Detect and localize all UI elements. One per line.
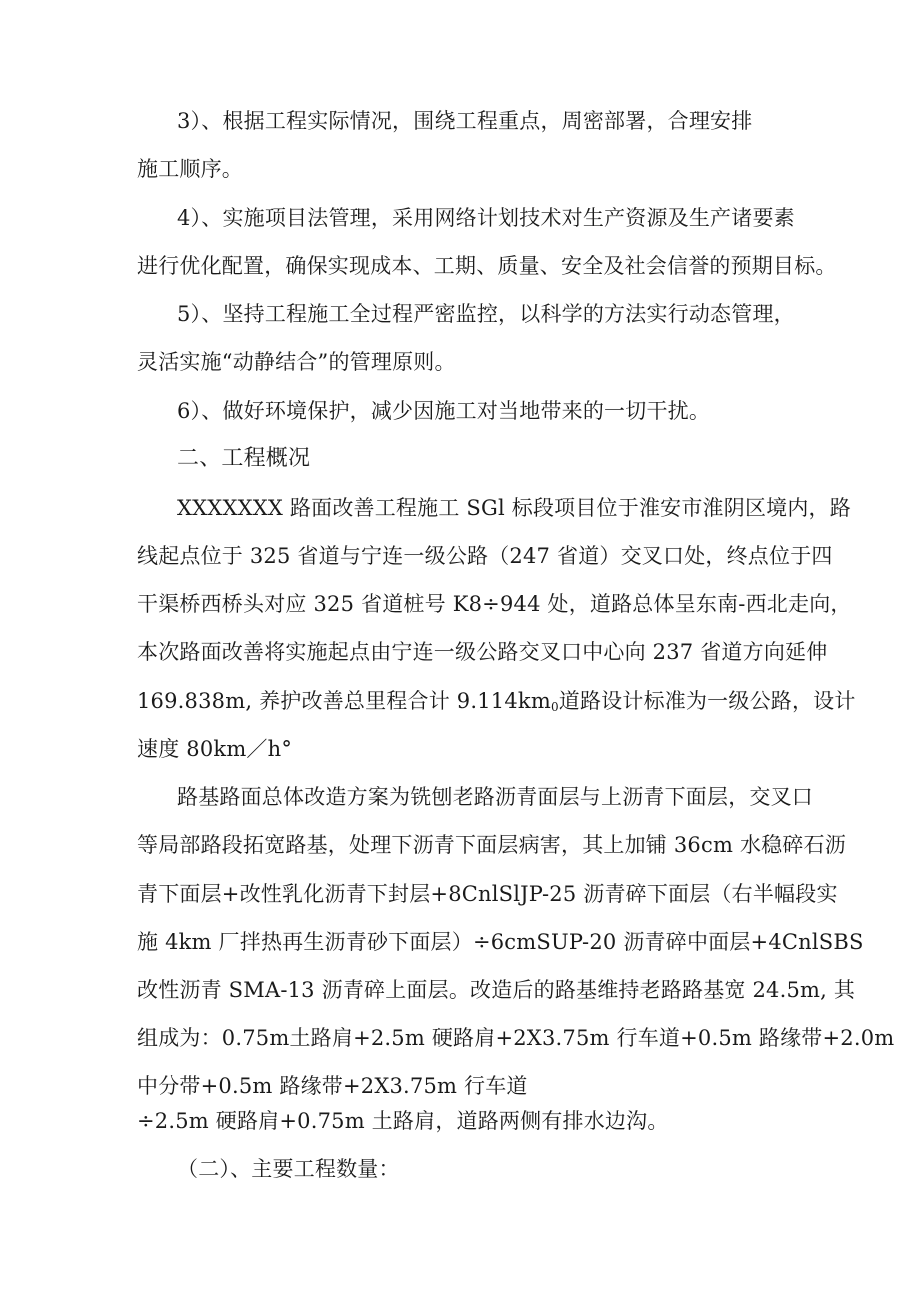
scheme-line-7: 中分带+0.5m 路缘带+2X3.75m 行车道 xyxy=(137,1074,528,1098)
scheme-line-3: 青下面层+改性乳化沥青下封层+8CnlSlJP-25 沥青碎下面层（右半幅段实 xyxy=(137,882,838,906)
scheme-line-8: ÷2.5m 硬路肩+0.75m 土路肩，道路两侧有排水边沟。 xyxy=(137,1109,669,1133)
overview-line-6: 速度 80km／h° xyxy=(137,737,293,761)
scheme-line-2: 等局部路段拓宽路基，处理下沥青下面层病害，其上加铺 36cm 水稳碎石沥 xyxy=(137,833,846,857)
paragraph-6-line-1: 6）、做好环境保护，减少因施工对当地带来的一切干扰。 xyxy=(177,399,711,423)
overview-line-5 xyxy=(137,686,856,716)
scheme-line-1: 路基路面总体改造方案为铣刨老路沥青面层与上沥青下面层，交叉口 xyxy=(177,785,813,809)
scheme-line-6: 组成为：0.75m土路肩+2.5m 硬路肩+2X3.75m 行车道+0.5m 路缘带+2.0m xyxy=(137,1026,895,1050)
overview-line-4: 本次路面改善将实施起点由宁连一级公路交叉口中心向 237 省道方向延伸 xyxy=(137,640,828,664)
overview-line-2: 线起点位于 325 省道与宁连一级公路（247 省道）交叉口处，终点位于四 xyxy=(137,544,833,568)
overview-line-1: XXXXXXX 路面改善工程施工 SGl 标段项目位于淮安市淮阴区境内，路 xyxy=(177,496,851,520)
paragraph-4-line-2: 进行优化配置，确保实现成本、工期、质量、安全及社会信誉的预期目标。 xyxy=(137,254,837,278)
section-heading-project-overview: 二、工程概况 xyxy=(177,446,311,471)
overview-line-5-part-b: 道路设计标准为一级公路，设计 xyxy=(558,689,856,713)
paragraph-3-line-1: 3）、根据工程实际情况，围绕工程重点，周密部署，合理安排 xyxy=(177,109,753,133)
scheme-line-5: 改性沥青 SMA-13 沥青碎上面层。改造后的路基维持老路路基宽 24.5m, 其 xyxy=(137,978,856,1002)
overview-line-5-part-a: 169.838m, 养护改善总里程合计 9.114km xyxy=(137,689,551,713)
paragraph-3-line-2: 施工顺序。 xyxy=(137,157,243,181)
scheme-line-4: 施 4km 厂拌热再生沥青砂下面层）÷6cmSUP-20 沥青碎中面层+4CnlSBS xyxy=(137,930,864,954)
main-quantities-heading: （二）、主要工程数量： xyxy=(177,1157,400,1181)
overview-line-3: 干渠桥西桥头对应 325 省道桩号 K8÷944 处，道路总体呈东南-西北走向， xyxy=(137,592,852,616)
paragraph-5-line-1: 5）、坚持工程施工全过程严密监控，以科学的方法实行动态管理， xyxy=(177,302,795,326)
paragraph-4-line-1: 4）、实施项目法管理，采用网络计划技术对生产资源及生产诸要素 xyxy=(177,206,795,230)
paragraph-5-line-2: 灵活实施“动静结合”的管理原则。 xyxy=(137,350,456,374)
overview-line-5-subscript: 0 xyxy=(550,700,559,714)
